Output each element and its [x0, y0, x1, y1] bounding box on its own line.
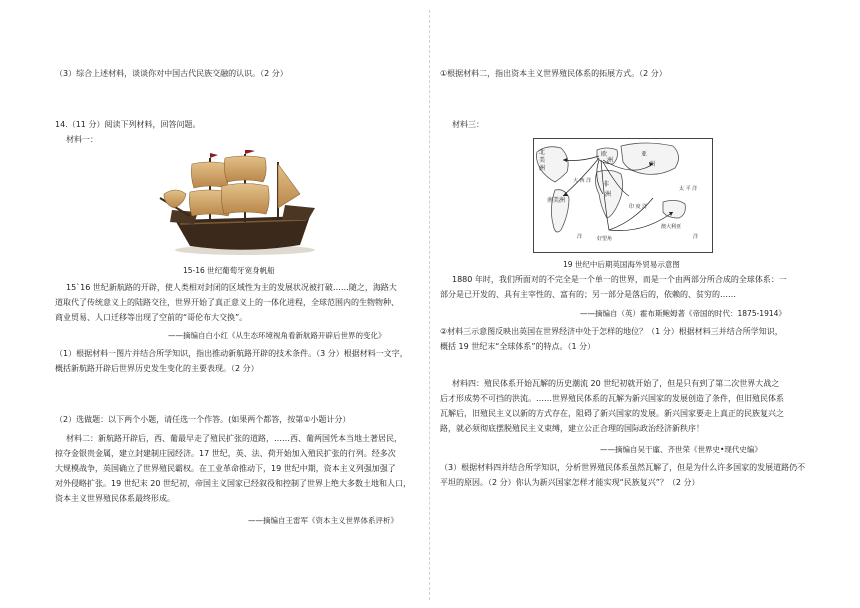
map-label-5: 洲: [607, 157, 614, 164]
map-label-8: 非: [603, 181, 610, 188]
question-14-part2-sub1: ①根据材料二，指出资本主义世界殖民体系的拓展方式。（2 分）: [440, 69, 667, 78]
material-3-text-line-2: 部分是已开发的、具有主宰性的、富有的；另一部分是落后的，依赖的、贫穷的……: [440, 290, 736, 299]
map-label-16: 洋: [693, 234, 699, 240]
material-4-text-line-1: 材料四：殖民体系开始瓦解的历史潮流 20 世纪初就开始了，但是只有到了第二次世界大战之: [452, 379, 780, 388]
map-caption: 19 世纪中后期英国海外贸易示意图: [563, 260, 680, 269]
map-label-1: 美: [539, 157, 546, 164]
material-3-text-line-1: 1880 年时，我们所面对的不完全是一个单一的世界，而是一个由两部分所合成的全球体系：一: [452, 275, 787, 284]
question-14-part1-line-2: 概括新航路开辟后世界历史发生变化的主要表现。（2 分）: [55, 364, 259, 373]
australia-shape: [663, 200, 685, 218]
material-1-label: 材料一：: [66, 135, 98, 144]
map-label-6: 亚: [641, 151, 648, 158]
question-14-part3-line-1: （3）根据材料四并结合所学知识，分析世界殖民体系虽然瓦解了，但是为什么许多国家的发展道路仍不: [440, 463, 806, 472]
material-1-source: ——摘编自白小红《从生态环境视角看新航路开辟后世界的变化》: [168, 331, 386, 340]
material-3-label: 材料三：: [452, 120, 484, 129]
ship-image-caption: 15-16 世纪葡萄牙宽身帆船: [183, 266, 275, 275]
material-2-text-line-3: 大规模战争，英国确立了世界殖民霸权。在工业革命推动下，19 世纪中期，资本主义列强加强了: [55, 464, 396, 473]
map-label-10: 大 西 洋: [573, 178, 592, 184]
map-label-14: 澳大利亚: [661, 224, 682, 230]
material-1-text-line-1: 15`16 世纪新航路的开辟，使人类相对封闭的区域性为主的发展状况被打破……随之，海路大: [66, 283, 397, 292]
map-label-13: 好望角: [597, 236, 613, 242]
portuguese-carrack-image: [150, 150, 330, 260]
map-label-2: 洲: [539, 165, 546, 172]
question-14-part2-sub2-line-2: 概括 19 世纪末“全球体系”的特点。（1 分）: [440, 342, 596, 351]
map-label-3: 南美洲: [547, 197, 566, 204]
material-2-text-line-2: 掠夺金银贵金属，建立封建制庄园经济。17 世纪，英、法、荷开始加入殖民扩张的行列。经多次: [55, 449, 396, 458]
material-4-text-line-4: 路，就必须彻底摆脱殖民主义束缚，建立公正合理的国际政治经济新秩序！: [440, 424, 704, 433]
material-4-text-line-2: 后才形成势不可挡的洪流。……世界殖民体系的瓦解为新兴国家的发展创造了条件，但旧殖民体系: [440, 394, 784, 403]
column-divider: [429, 10, 430, 600]
map-label-0: 北: [539, 149, 546, 156]
map-label-12: 太 平 洋: [679, 186, 698, 192]
map-label-11: 印 度 洋: [629, 204, 648, 210]
question-14-part1-line-1: （1）根据材料一图片并结合所学知识，指出推动新航路开辟的技术条件。（3 分）根据材料一文字，: [55, 349, 408, 358]
map-label-15: 洋: [577, 234, 583, 240]
map-label-9: 洲: [605, 191, 612, 198]
material-2-text-line-5: 资本主义世界殖民体系最终形成。: [55, 494, 175, 503]
material-2-text-line-4: 对外侵略扩张。19 世纪末 20 世纪初，帝国主义国家已经叙役和控制了世界上绝大多数土地和人口，: [55, 479, 411, 488]
british-trade-map: [533, 138, 713, 253]
material-4-source: ——摘编自吴于廑、齐世荣《世界史•现代史编》: [600, 445, 762, 454]
question-14-part2-heading: （2）选做题：以下两个小题，请任选一个作答。(如果两个都答，按第①小题计分）: [55, 415, 351, 424]
question-14-part2-sub2-line-1: ②材料三示意图反映出英国在世界经济中处于怎样的地位？（1 分）根据材料三并结合所学知识，: [440, 327, 783, 336]
material-2-text-line-1: 材料二：新航路开辟后，西、葡最早走了殖民扩张的道路，……西、葡两国凭本当地土著居民，: [66, 434, 402, 443]
question-14-heading: 14.（11 分）阅读下列材料，回答问题。: [55, 120, 201, 129]
material-4-text-line-3: 瓦解后，旧殖民主义以新的方式存在，阻碍了新兴国家的发展。新兴国家要走上真正的民族复兴之: [440, 409, 784, 418]
question-13-part3: （3）综合上述材料，谈谈你对中国古代民族交融的认识。（2 分）: [55, 69, 288, 78]
material-2-source: ——摘编自王雷军《资本主义世界体系评析》: [248, 516, 398, 525]
map-label-7: 洲: [649, 161, 656, 168]
map-label-4: 欧: [601, 151, 608, 158]
material-1-text-line-3: 商业贸易、人口迁移等出现了空前的“哥伦布大交换”。: [55, 313, 248, 322]
material-3-source: ——摘编自（英）霍布斯鲍姆著《帝国的时代：1875-1914》: [580, 309, 786, 318]
question-14-part3-line-2: 平坦的原因。（2 分）你认为新兴国家怎样才能实现“民族复兴”？（2 分）: [440, 478, 700, 487]
material-1-text-line-2: 道取代了传统意义上的陆路交往，世界开始了真正意义上的一体化进程，全球范围内的生物物种、: [55, 298, 399, 307]
